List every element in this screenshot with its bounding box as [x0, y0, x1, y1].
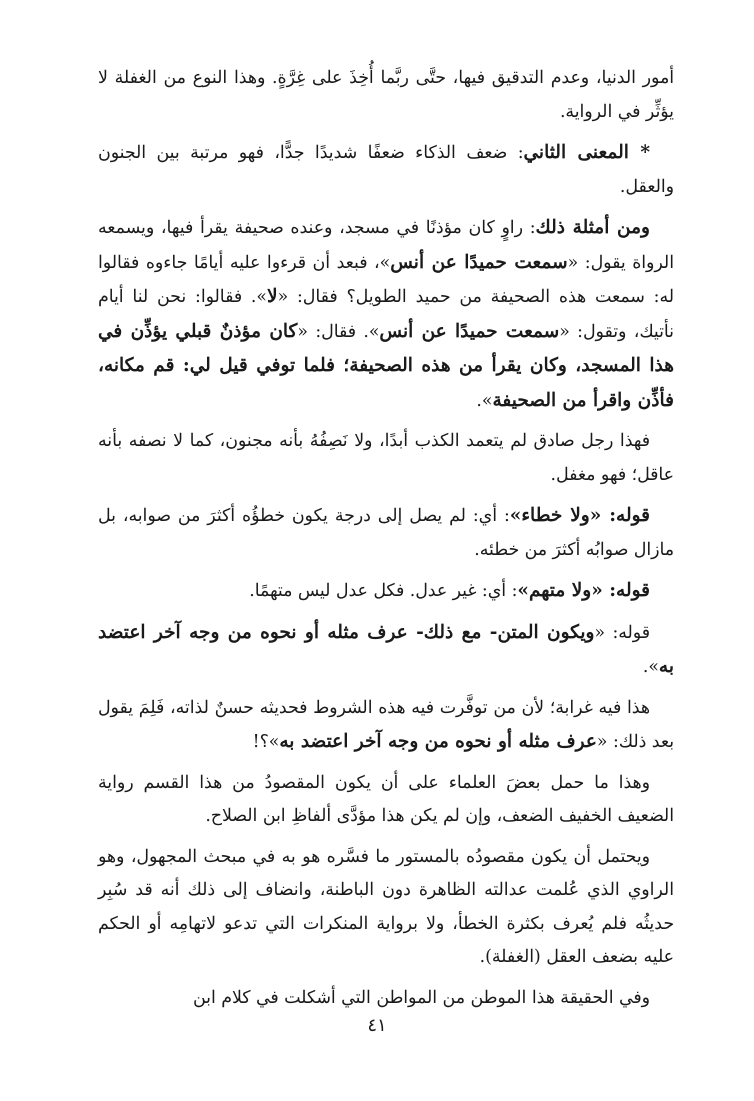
page-number: ٤١: [367, 1015, 387, 1036]
text-run: : أي: لم يصل إلى درجة يكون خطؤُه أكثرَ من صوابه، بل مازال صوابُه أكثرَ من خطئه.: [98, 506, 674, 560]
bold-text-run: كان مؤذنٌ قبلي يؤذِّن في هذا المسجد، وكان يقرأ من هذه الصحيفة؛ فلما توفي قيل لي: قم مكانه، فأذِّن واقرأ من الصحيفة: [98, 320, 674, 411]
paragraph: [98, 211, 674, 418]
text-run: ». فقال: «: [297, 321, 380, 342]
paragraph: [98, 982, 674, 1016]
text-run: : راوٍ كان مؤذنًا في مسجد، وعنده صحيفة يقرأ فيها، ويسمعه الرواة يقول: «: [98, 218, 674, 273]
text-run: وهذا ما حمل بعضَ العلماء على أن يكون المقصودُ من هذا القسم رواية الضعيف الخفيف الضعف، وإن لم يكن هذا مؤدَّى ألفاظِ ابن الصلاح.: [98, 772, 674, 826]
paragraph: [98, 62, 674, 129]
paragraph: [98, 499, 674, 567]
bold-text-run: قوله: «ولا متهم»: [517, 580, 650, 601]
text-run: : ضعف الذكاء ضعفًا شديدًا جدًّا، فهو مرتبة بين الجنون والعقل.: [98, 143, 674, 197]
bold-text-run: ومن أمثلة ذلك: [535, 217, 650, 238]
paragraph: [98, 616, 674, 685]
bold-text-run: عرف مثله أو نحوه من وجه آخر اعتضد به: [279, 731, 597, 752]
text-run: ».: [476, 390, 493, 411]
text-run: : أي: غير عدل. فكل عدل ليس متهمًا.: [249, 581, 518, 601]
paragraph: [98, 767, 674, 834]
paragraph: [98, 574, 674, 609]
bold-text-run: *: [628, 142, 650, 163]
text-run: هذا فيه غرابة؛ لأن من توفَّرت فيه هذه الشروط فحديثه حسنٌ لذاته، فَلِمَ يقول بعد ذلك: «: [98, 697, 674, 752]
text-run: ». فقالوا: نحن لنا أيام نأتيك، وتقول: «: [98, 287, 674, 342]
paragraph: [98, 841, 674, 975]
bold-text-run: سمعت حميدًا عن أنس: [390, 251, 568, 273]
paragraph: [98, 425, 674, 492]
text-run: ويحتمل أن يكون مقصودُه بالمستور ما فسَّره هو به في مبحث المجهول، وهو الراوي الذي عُلمت عدالته الظاهرة دون الباطنة، وانضاف إلى ذلك أنه قد سُبِر حديثُه فلم يُعرف بكثرة الخطأ، ولا برواية المنكرات التي تدعو لاتهامِه أو الحكم عليه بضعف العقل (الغفلة).: [98, 846, 674, 967]
paragraph: [98, 692, 674, 760]
text-run: قوله: «: [594, 622, 650, 643]
text-run: وفي الحقيقة هذا الموطن من المواطن التي أشكلت في كلام ابن: [193, 987, 650, 1008]
bold-text-run: لا: [267, 286, 278, 307]
text-run: ».: [642, 657, 659, 677]
bold-text-run: المعنى الثاني: [523, 142, 629, 163]
bold-text-run: قوله: «ولا خطاء»: [509, 505, 650, 526]
text-run: فهذا رجل صادق لم يتعمد الكذب أبدًا، ولا نَصِفُهُ بأنه مجنون، كما لا نصفه بأنه عاقل؛ فهو مغفل.: [98, 431, 674, 485]
text-run: »؟!: [252, 732, 280, 752]
paragraph: [98, 136, 674, 204]
text-run: »، فبعد أن قرءوا عليه أيامًا جاءوه فقالوا له: سمعت هذه الصحيفة من حميد الطويل؟ فقال: «: [98, 252, 674, 307]
text-run: أمور الدنيا، وعدم التدقيق فيها، حتَّى ربَّما أُخِذَ على غِرَّةٍ. وهذا النوع من الغفلة لا يؤثِّر في الرواية.: [98, 68, 674, 122]
bold-text-run: ويكون المتن- مع ذلك- عرف مثله أو نحوه من وجه آخر اعتضد به: [98, 621, 674, 677]
page-body: [98, 62, 674, 1015]
bold-text-run: سمعت حميدًا عن أنس: [379, 320, 560, 342]
